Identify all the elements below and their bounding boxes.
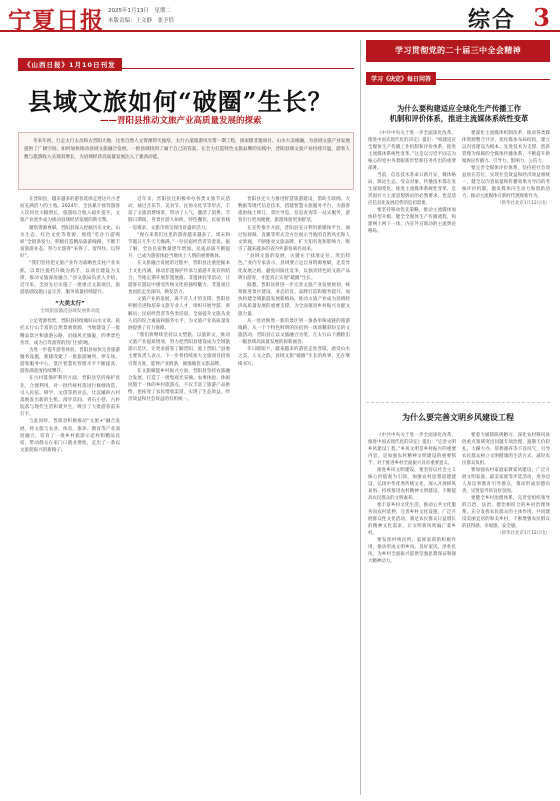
article2-column-1 — [368, 432, 456, 792]
theme-banner: 学习贯彻党的二十届三中全会精神 — [366, 40, 550, 62]
newspaper-logo: 宁夏日报 — [8, 7, 104, 34]
page-editors: 本版责编：王文静 张予恰 — [108, 18, 175, 24]
feature-column-3 — [238, 196, 350, 792]
feature-lead: 冬来年初，行走太行太岳和古晋阳大地，这里自然人文资源得天独厚，太行古道旅游风光带一期工程，国家级非遗项目、山水大美相融，为县域文旅产业发展提供了广阔空间。如何加快推动县域文旅融合发展，一批县域找到了属于自己的答案。在全力打造特色文旅品牌的实践中，晋阳县域文旅产业持续升温，游客人数与旅游收入实现双增长，为县域经济高质量发展注入了强劲动能。 — [24, 139, 350, 160]
paragraph: 为进一步提升游客体验，晋阳县加快完善旅游服务设施，新建改建了一批旅游厕所、停车场、游客服务中心，景区智慧化管理水平不断提高，游客满意度持续攀升。 — [20, 347, 120, 375]
article1-title — [370, 104, 548, 124]
article2-byline: （新华社北京1月12日电） — [497, 531, 550, 536]
article1-title-line1: 为什么要构建适应全球化生产传播工作 — [396, 104, 522, 113]
article1-title-line2: 机制和评价体系，推进主流媒体系统性变革 — [389, 114, 529, 123]
paragraph: 要深化主流媒体机制改革，推动各类媒体资源整合共享，优化媒体布局结构，建立以内容建设为根本、先进技术为支撑、创新管理为保障的全媒体传播体系，不断提升新闻舆论传播力、引导力、影响力、公信力。 — [462, 131, 550, 164]
paragraph: 要着力破除陈规陋习，深化农村移风易俗重点领域突出问题专项治理，遏制天价彩礼、大操大办、厚葬薄养等不良风气，引导农民群众树立文明健康的生活方式，减轻农民群众负担。 — [462, 433, 550, 466]
inline-subheading-title: “大美太行” — [55, 301, 85, 308]
article1-byline: （新华社北京1月12日电） — [497, 201, 550, 206]
page-number: 3 — [533, 3, 550, 32]
qa-tag-label: 学习《决定》每日问答 — [366, 72, 436, 85]
article2-title: 为什么要完善文明乡风建设工程 — [402, 413, 514, 422]
paragraph: 在宣传推介方面，晋阳县充分利用新媒体平台，通过短视频、直播等形式全方位展示当地的自然风光和人文景观，不断擦亮文旅品牌，扩大知名度和影响力，吸引了越来越多的省内外游客慕名而来。 — [238, 225, 350, 253]
feature-source-tag — [18, 52, 218, 69]
paragraph: 立足资源优势，晋阳县持续做好山水文章。依托太行山丰富的自然景观资源，当地建设了一批精品景区和旅游公路，沿线风光旖旎，四季景色各异，成为自驾游客的热门目的地。 — [20, 319, 120, 346]
feature-headline: 县域文旅如何“破圈”生长？ — [28, 87, 333, 116]
paragraph: 要健全乡村治理体系，完善党组织领导的自治、法治、德治相结合的乡村治理体系，充分发挥农民群众的主体作用，共同建设美丽宜居的和美乡村，不断增强农民群众的获得感、幸福感、安全感。 — [462, 496, 550, 529]
paragraph: 要加强农村家庭家教家风建设，广泛开展文明家庭、最美家庭等评选活动，用身边人身边事教育引导群众，推动形成崇德向善、见贤思齐的良好氛围。 — [462, 468, 550, 494]
paragraph: 《中共中央关于进一步全面深化改革、推进中国式现代化的决定》提出：“构建适应全媒体生产传播工作机制和评价体系，推进主流媒体系统性变革。”这是以习近平同志为核心的党中央着眼新形势新任务作出的重要部署。 — [368, 131, 456, 171]
article-separator — [366, 402, 550, 403]
issue-date: 2025年1月13日 星期二 — [108, 8, 171, 14]
inline-subheading — [20, 300, 120, 315]
paragraph: 要坚持移动优先策略，推动主流媒体加快转型升级，健全全媒体生产传播流程，构建网上网下一体、内宣外宣联动的主流舆论格局。 — [368, 208, 456, 234]
paragraph: 当前，信息技术革命日新月异，媒体格局、舆论生态、受众对象、传播技术都在发生深刻变化。推进主流媒体系统性变革，是巩固壮大主流思想舆论的必然要求，也是适应信息化发展趋势的迫切需要。 — [368, 173, 456, 206]
paragraph: “现在来我们这里的游客越来越多了，周末和节假日几乎天天爆满。”一位民宿经营者笑着说。据了解，全县民宿数量逐年增加，民宿品质不断提升，已成为游客体验当地风土人情的重要载体。 — [128, 232, 230, 260]
inline-subheading-sub: 全域旅游激活县域发展新动能 — [40, 309, 100, 315]
paragraph: 在古村落保护利用方面，晋阳县坚持保护优先、合理利用，对一批传统村落进行修缮改造，引入民宿、研学、文创等新业态，让沉睡的古村落焕发出新的生机。漫步其间，青石小巷、古朴院落与现代生活和谐共生，吸引了大批游客前来打卡。 — [20, 376, 120, 418]
section-name: 综合 — [467, 7, 516, 33]
feature-tag-label: 《山西日报》1月10日刊发 — [18, 58, 122, 71]
paragraph: 从一处处焕然一新的景区到一条条串珠成链的旅游线路，从一个个特色鲜明的民宿到一场场精彩纷呈的文旅活动，晋阳县正以文旅融合为笔，在太行山下描绘出一幅县域高质量发展的崭新画卷。 — [238, 318, 350, 346]
paragraph: 在晋阳县，越来越多的游客选择走进这片古老而充满活力的土地。2024年，全县累计接待游客人次同比大幅增长，旅游综合收入稳步提升，文旅产业逐步成为推动县域经济发展的新引擎。 — [20, 197, 120, 224]
article2-column-2 — [462, 432, 550, 792]
paragraph: 推进乡风文明建设，要坚持以社会主义核心价值观为引领，加强农村思想道德建设，弘扬中华优秀传统文化，深入开展移风易俗，持续推进农村精神文明建设，不断提高农民群众的文明素养。 — [368, 468, 456, 501]
paragraph: 要发挥村规民约、家规家训的积极作用，推动形成文明乡风、良好家风、淳朴民风，为乡村全面振兴提供坚强思想保证和强大精神动力。 — [368, 538, 456, 564]
paragraph: 与此同时，晋阳县积极推动“文旅+”融合发展，将文旅与农业、体育、康养、教育等产业深度融合，培育了一批乡村旅游示范村和精品民宿，带动群众在家门口就业增收，走出了一条以文旅促振兴的新路子。 — [20, 419, 120, 453]
paragraph: 晋阳县还大力推进智慧旅游建设，借助互联网、大数据等现代信息技术，搭建智慧文旅服务平台，为游客提供线上预订、景区导览、信息查询等一站式服务，游客出行更加便捷，旅游体验更加舒适。 — [238, 197, 350, 224]
column-divider — [360, 40, 361, 795]
paragraph: 文旅产业的发展，离不开人才的支撑。晋阳县积极引进和培养文旅专业人才，组织开展导游、讲解员、民宿经营者等各类培训，全面提升文旅从业人员的综合素质和服务水平，为文旅产业高质量发展提供了有力保障。 — [128, 297, 230, 331]
paragraph: 聚焦资源禀赋，晋阳县深入挖掘历史文化、山水生态、红色文化等资源，围绕“吃住行游购娱”全链条发力，积极打造精品旅游线路，不断丰富旅游业态，努力让游客“来得了、留得住、玩得好”。 — [20, 225, 120, 260]
feature-column-1 — [20, 196, 120, 792]
paragraph: 冬日暖阳下，越来越多的游客走进晋阳，感受山水之美、人文之韵。县域文旅“破圈”生长的故事，还在继续书写。 — [238, 347, 350, 367]
paragraph: 要丰富乡村文化生活，推动公共文化服务向农村延伸，完善乡村文化设施，广泛开展群众性文化活动，满足农民群众日益增长的精神文化需求，让文明新风吹遍广袤乡村。 — [368, 503, 456, 536]
qa-column-tag — [366, 66, 550, 83]
paragraph: 在文旅赋能乡村振兴方面，晋阳县坚持农旅融合发展，打造了一批集观光采摘、农事体验、休闲度假于一体的乡村旅游点，不仅丰富了旅游产品供给，也拓宽了农民增收渠道，实现了生态效益、经济效益和社会效益的有机统一。 — [128, 368, 230, 403]
feature-column-2 — [128, 196, 230, 792]
article1-column-1 — [368, 130, 456, 398]
paragraph: 近年来，晋阳县还积极举办各类文旅节庆活动，通过音乐节、美食节、民俗文化节等形式，丰富了文旅消费场景，带动了人气，激活了消费。节假日期间，各景区游人如织，特色餐饮、民宿客栈一房难求，文旅市场呈现出旺盛的活力。 — [128, 197, 230, 231]
paragraph: 《中共中央关于进一步全面深化改革、推进中国式现代化的决定》提出：“完善文明乡风建设工程。”乡风文明是乡村振兴的重要内容，是加强农村精神文明建设的重要抓手，对于推进乡村全面振兴具有重要意义。 — [368, 433, 456, 466]
paragraph: 要完善全媒体评价体系，坚持把社会效益放在首位，实现社会效益和经济效益相统一，健全以内容质量和传播效果为导向的考核评价机制，激发媒体内生动力和创新活力，推动主流媒体在新时代展现新作为。 — [462, 166, 550, 199]
paragraph: 据悉，晋阳县将进一步完善文旅产业发展规划，统筹推进景区建设、业态培育、品牌打造和服务提升，加快构建全域旅游发展新格局，推动文旅产业成为县域经济高质量发展的重要支撑，为全面推进乡村振兴贡献文旅力量。 — [238, 282, 350, 317]
paragraph: “县域文旅的发展，关键在于找准定位、突出特色。”业内专家表示，县域要立足自身资源禀赋，走差异化发展之路，避免同质化竞争，以独具特色的文旅产品吸引游客，才能真正实现“破圈”生长。 — [238, 254, 350, 281]
masthead — [0, 0, 560, 32]
paragraph: “我们坚持把文旅产业作为战略性支柱产业来抓，以景区提档升级为抓手，以项目建设为支撑，推动文旅深度融合。”县文旅局负责人介绍，近年来，全县先后实施了一批重点文旅项目，旅游基础设施日益完善，服务质量持续提升。 — [20, 261, 120, 296]
feature-subhead: ——晋阳县推动文旅产业高质量发展的探索 — [100, 116, 262, 126]
article1-column-2 — [462, 130, 550, 398]
paragraph: “我们将继续坚持以文塑旅、以旅彰文，推动文旅产业提质增效，努力把晋阳县建设成为全域旅游示范区，让更多游客了解晋阳、爱上晋阳。”县委主要负责人表示，下一步将持续加大文旅项目招商引资力度，延伸产业链条，做强做优文旅品牌。 — [128, 332, 230, 367]
feature-divider — [18, 68, 354, 69]
paragraph: 在文旅融合发展的过程中，晋阳县注重挖掘本土文化内涵，推动非遗保护传承与旅游开发有机结合。当地定期开展非遗展演、非遗体验等活动，让游客在游玩中感受传统文化的独特魅力，非遗项目也因此走出深闺、焕发活力。 — [128, 261, 230, 296]
